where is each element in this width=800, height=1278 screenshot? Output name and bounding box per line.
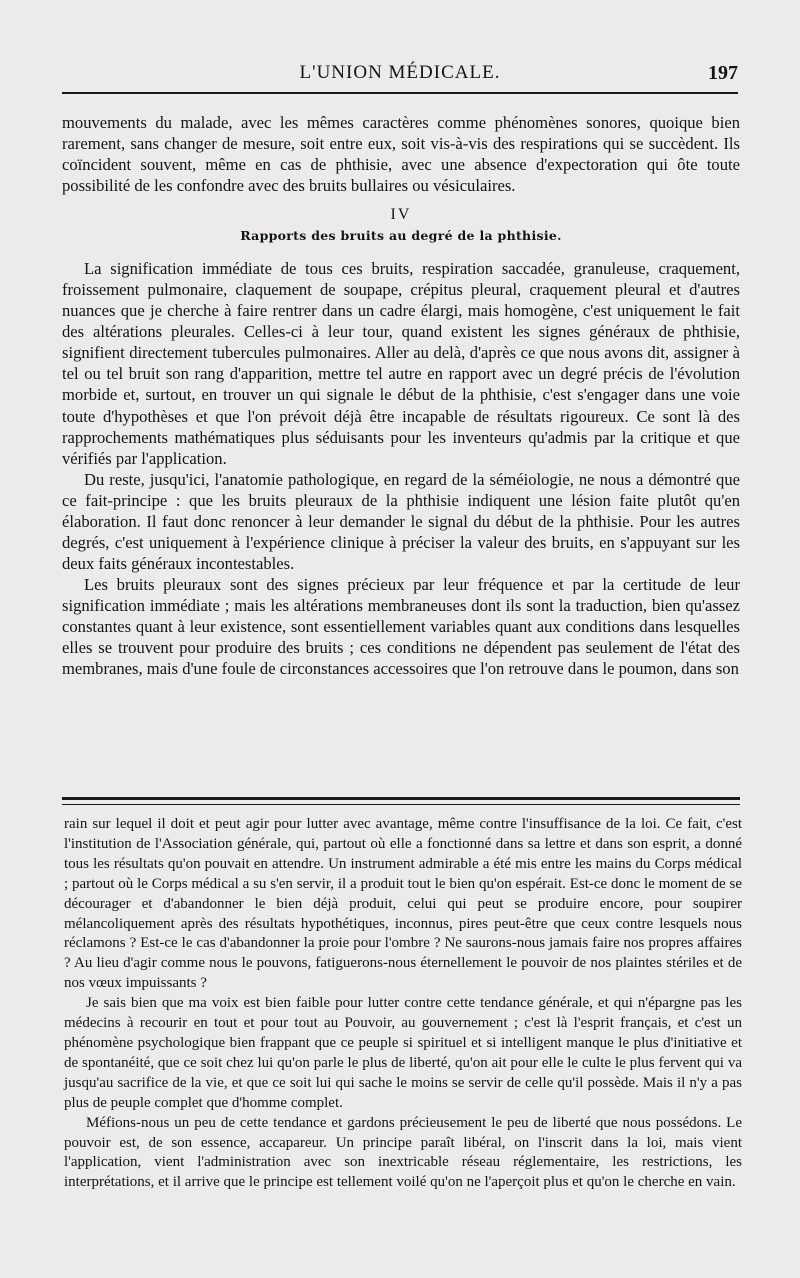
header-rule	[62, 92, 738, 94]
page-number: 197	[708, 62, 738, 84]
continuation-paragraph: mouvements du malade, avec les mêmes caractères comme phénomènes sonores, quoique bien rarement, sans changer de mesure, soit entre eux, soit vis-à-vis des respirations qui se succèdent. Ils coïncident souvent, même en cas de phthisie, avec une absence d'expectoration qui ôte toute possibilité de les confondre avec des bruits bullaires ou vésiculaires.	[62, 113, 740, 196]
feuilleton-separator	[62, 797, 740, 805]
feuilleton-paragraph: Méfions-nous un peu de cette tendance et gardons précieusement le peu de liberté que nous possédons. Le pouvoir est, de son essence, accapareur. Un principe paraît libéral, on l'inscrit dans la loi, mais vient l'application, vient l'administration avec son inextricable réseau réglementaire, les restrictions, les interprétations, et il arrive que le principe est tellement voilé qu'on ne l'aperçoit plus et qu'on le cherche en vain.	[64, 1114, 742, 1191]
feuilleton-paragraph: rain sur lequel il doit et peut agir pour lutter avec avantage, même contre l'insuffisance de la loi. Ce fait, c'est l'institution de l'Association générale, qui, partout où elle a fonctionné dans sa lettre et dans son esprit, a donné tous les résultats qu'on pouvait en attendre. Un instrument admirable a été mis entre les mains du Corps médical ; partout où le Corps médical a su s'en servir, il a produit tout le bien qu'on espérait. Est-ce donc le moment de se décourager et d'abandonner le bien déjà produit, celui qui peut se produire encore, pour soupirer mélancoliquement après des résultats hypothétiques, inconnus, pires peut-être que ceux contre lesquels nous réclamons ? Est-ce le cas d'abandonner la proie pour l'ombre ? Ne saurons-nous jamais faire nos propres affaires ? Au lieu d'agir comme nous le pouvons, fatiguerons-nous éternellement le pouvoir de nos plaintes stériles et de nos vœux impuissants ?	[64, 816, 742, 992]
running-title: L'UNION MÉDICALE.	[299, 62, 501, 83]
paragraph: Du reste, jusqu'ici, l'anatomie pathologique, en regard de la séméiologie, ne nous a démontré que ce fait-principe : que les bruits pleuraux de la phthisie indiquent une lésion faite plutôt qu'en élaboration. Il faut donc renoncer à leur demander le signal du début de la phthisie. Pour les autres degrés, c'est uniquement à l'expérience clinique à préciser la valeur des bruits, en s'appuyant sur les deux faits généraux incontestables.	[62, 469, 740, 573]
paragraph: La signification immédiate de tous ces bruits, respiration saccadée, granuleuse, craquement, froissement pulmonaire, claquement de soupape, crépitus pleural, craquement pleural et d'autres nuances que je cherche à faire rentrer dans un cadre élargi, mais homogène, c'est uniquement le fait des altérations pleurales. Celles-ci à leur tour, quand existent les signes généraux de phthisie, signifient directement tubercules pulmonaires. Aller au delà, d'après ce que nous avons dit, assigner à tel ou tel bruit son rang d'apparition, mettre tel autre en rapport avec un degré précis de l'évolution morbide et, surtout, en trouver un qui signale le début de la phthisie, c'est s'engager dans une voie toute d'hypothèses et que l'on prévoit déjà être incapable de résultats rigoureux. Ce sont là des rapprochements mathématiques plus séduisants pour les inventeurs qu'admis par la critique et que vérifiés par l'application.	[62, 259, 740, 468]
section-title: Rapports des bruits au degré de la phthisie.	[240, 228, 562, 244]
article-body	[62, 112, 740, 679]
feuilleton	[64, 815, 742, 1193]
paragraph: Les bruits pleuraux sont des signes précieux par leur fréquence et par la certitude de leur signification immédiate ; mais les altérations membraneuses dont ils sont la traduction, bien qu'assez constantes quant à leur existence, sont essentiellement variables quant aux conditions dans lesquelles elles se trouvent pour produire des bruits ; ces conditions ne dépendent pas seulement de l'état des membranes, mais d'une foule de circonstances accessoires que l'on retrouve dans le poumon, dans son	[62, 574, 740, 679]
section-number: IV	[390, 206, 412, 224]
running-head	[62, 62, 738, 92]
feuilleton-paragraph: Je sais bien que ma voix est bien faible pour lutter contre cette tendance générale, et qui n'épargne pas les médecins à recourir en tout et pour tout au Pouvoir, au gouvernement ; c'est là l'esprit français, et c'est un phénomène psychologique bien frappant que ce peuple si spirituel et si intelligent manque le plus d'initiative et de spontanéité, que ce soit chez lui qu'on parle le plus de liberté, qu'on ait pour elle le culte le plus fervent qui va jusqu'au sacrifice de la vie, et que ce soit lui qui sache le moins se servir de celle qu'il possède. Mais il n'y a pas plus de peuple complet que d'homme complet.	[64, 995, 742, 1111]
